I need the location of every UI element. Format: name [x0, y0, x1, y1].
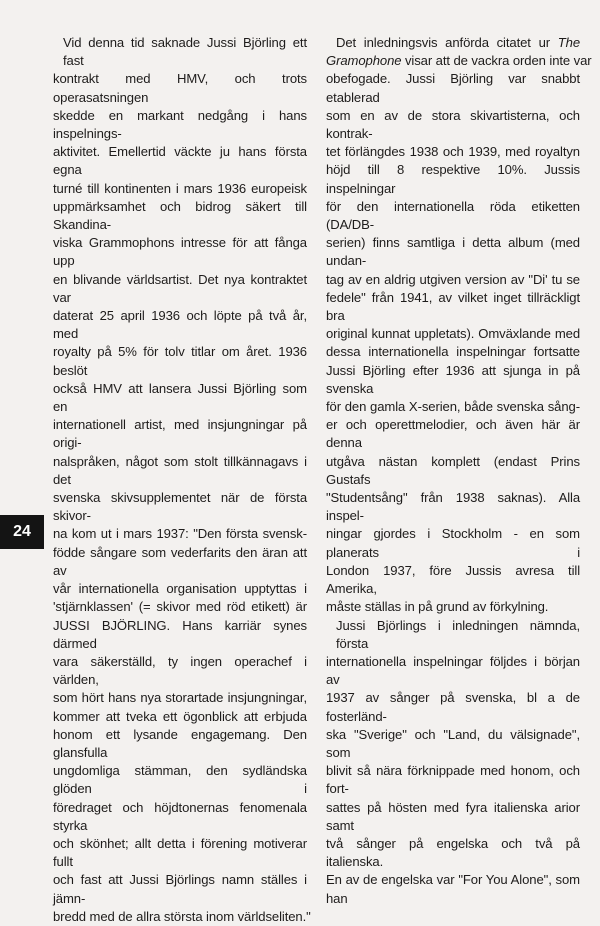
text-line: [326, 234, 580, 270]
line-text: original kunnat uppletats). Omväxlande med: [326, 326, 580, 342]
line-text: London 1937, före Jussis avresa till Amerika,: [326, 562, 580, 597]
text-line: [326, 617, 580, 653]
text-line: [53, 180, 307, 198]
line-text: dessa internationella inspelningar fortsatte: [326, 344, 580, 360]
text-line: [53, 653, 307, 689]
line-text: Jussi Björling efter 1936 att sjunga in på svenska: [326, 362, 580, 396]
italic-title: Gramophone: [326, 53, 402, 69]
line-text: En av de engelska var "For You Alone", som han: [326, 872, 580, 906]
text-line: [53, 617, 307, 653]
line-text: royalty på 5% för tolv titlar om året. 1936 beslöt: [53, 344, 307, 378]
text-line: [326, 198, 580, 234]
text-line: [53, 453, 307, 489]
text-line: [326, 562, 580, 598]
text-line: [326, 107, 580, 143]
text-line: [326, 325, 580, 343]
line-text: turné till kontinenten i mars 1936 europeisk: [53, 180, 307, 196]
text-line: [326, 362, 580, 398]
line-text: Det inledningsvis anförda citatet ur: [336, 35, 558, 50]
line-text: visar att de vackra orden inte var: [401, 53, 592, 69]
italic-title: The: [557, 35, 580, 50]
text-line: [53, 198, 307, 234]
text-line: [326, 871, 580, 907]
text-line: [326, 289, 580, 325]
line-text: två sånger på engelska och två på italienska.: [326, 835, 580, 870]
line-text: ungdomliga stämman, den sydländska glöden i: [53, 763, 307, 797]
line-text: vår internationella organisation upptyttas i: [53, 581, 307, 597]
right-text-column: [326, 34, 592, 908]
line-text: som hört hans nya storartade insjungningar,: [53, 690, 307, 706]
text-line: [326, 70, 580, 106]
line-text: 'stjärnklassen' (= skivor med röd etikett) är: [53, 599, 307, 615]
line-text: och fast att Jussi Björlings namn ställes i jämn-: [53, 872, 307, 906]
line-text: fedele" från 1941, av vilket inget tillräckligt bra: [326, 289, 580, 324]
text-line: [53, 580, 307, 598]
text-line: [53, 908, 311, 926]
text-line: [326, 52, 592, 70]
line-text: måste ställas in på grund av förkylning.: [326, 599, 549, 615]
line-text: födde sångare som vederfarits den äran att av: [53, 544, 307, 578]
text-line: [53, 544, 307, 580]
text-line: [326, 598, 580, 616]
text-line: [53, 689, 307, 707]
text-line: [326, 34, 580, 52]
text-line: [53, 525, 307, 543]
line-text: uppmärksamhet och bidrog säkert till Skandina-: [53, 198, 307, 233]
line-text: serien) finns samtliga i detta album (med undan-: [326, 235, 580, 269]
text-line: [53, 343, 307, 379]
text-line: [53, 34, 307, 70]
text-line: [53, 307, 307, 343]
line-text: nalspråken, något som stolt tillkännagavs i det: [53, 453, 307, 487]
left-text-column: [53, 34, 311, 926]
text-line: [326, 525, 580, 561]
text-line: [326, 453, 580, 489]
text-line: [53, 726, 307, 762]
text-line: [53, 234, 307, 270]
text-line: [53, 598, 307, 616]
text-line: [326, 799, 580, 835]
line-text: som en av de stora skivartisterna, och kontrak-: [326, 107, 580, 142]
line-text: tag av en aldrig utgiven version av "Di' tu se: [326, 271, 580, 287]
line-text: för den internationella röda etiketten (DA/DB-: [326, 198, 580, 233]
text-line: [326, 762, 580, 798]
text-line: [53, 489, 307, 525]
line-text: vara säkerställd, ty ingen operachef i världen,: [53, 653, 307, 688]
text-line: [53, 143, 307, 179]
line-text: höjd till 8 respektive 10%. Jussis inspelningar: [326, 162, 580, 196]
line-text: internationella inspelningar följdes i början av: [326, 653, 580, 688]
line-text: obefogade. Jussi Björling var snabbt etablerad: [326, 71, 580, 105]
text-line: [53, 416, 307, 452]
line-text: Vid denna tid saknade Jussi Björling ett fast: [63, 35, 307, 69]
line-text: också HMV att lansera Jussi Björling som en: [53, 380, 307, 415]
line-text: föredraget och höjdtonernas fenomenala styrka: [53, 799, 307, 833]
line-text: och skönhet; allt detta i förening motiverar fullt: [53, 835, 307, 870]
text-line: [53, 380, 307, 416]
line-text: daterat 25 april 1936 och löpte på två år, med: [53, 308, 307, 342]
line-text: kommer att tveka ett ögonblick att erbjuda: [53, 708, 307, 724]
text-line: [326, 343, 580, 361]
text-line: [53, 271, 307, 307]
page-number-badge: [0, 515, 44, 549]
line-text: JUSSI BJÖRLING. Hans karriär synes därmed: [53, 617, 307, 651]
line-text: blivit så nära förknippade med honom, och fort-: [326, 763, 580, 797]
text-line: [326, 689, 580, 725]
text-line: [326, 271, 580, 289]
text-line: [326, 835, 580, 871]
line-text: tet förlängdes 1938 och 1939, med royaltyn: [326, 144, 580, 160]
text-line: [53, 708, 307, 726]
line-text: aktivitet. Emellertid väckte ju hans första egna: [53, 144, 307, 178]
line-text: 1937 av sånger på svenska, bl a de fosterländ-: [326, 690, 580, 724]
page-number: 24: [13, 523, 31, 540]
text-line: [326, 143, 580, 161]
line-text: skedde en markant nedgång i hans inspelnings-: [53, 107, 307, 142]
line-text: viska Grammophons intresse för att fånga upp: [53, 235, 307, 269]
text-line: [53, 835, 307, 871]
line-text: ska "Sverige" och "Land, du välsignade", som: [326, 726, 580, 760]
line-text: för den gamla X-serien, både svenska sång-: [326, 399, 580, 415]
line-text: svenska skivsupplementet när de första skivor-: [53, 490, 307, 524]
line-text: Jussi Björlings i inledningen nämnda, första: [336, 617, 580, 651]
line-text: sattes på hösten med fyra italienska arior samt: [326, 799, 580, 833]
text-line: [53, 871, 307, 907]
text-line: [53, 799, 307, 835]
line-text: "Studentsång" från 1938 saknas). Alla inspel-: [326, 490, 580, 524]
line-text: utgåva nästan komplett (endast Prins Gustafs: [326, 453, 580, 487]
text-line: [326, 161, 580, 197]
line-text: ningar gjordes i Stockholm - en som planerats i: [326, 526, 580, 560]
line-text: internationell artist, med insjungningar på origi-: [53, 417, 307, 451]
text-line: [53, 107, 307, 143]
text-line: [326, 416, 580, 452]
text-line: [326, 726, 580, 762]
line-text: en blivande världsartist. Det nya kontraktet var: [53, 271, 307, 305]
line-text: kontrakt med HMV, och trots operasatsningen: [53, 71, 307, 105]
text-line: [326, 489, 580, 525]
text-line: [53, 762, 307, 798]
line-text: er och operettmelodier, och även här är denna: [326, 417, 580, 451]
line-text: bredd med de allra största inom världseliten.": [53, 908, 311, 924]
text-line: [53, 70, 307, 106]
line-text: honom ett lysande engagemang. Den glansfulla: [53, 726, 307, 760]
line-text: na kom ut i mars 1937: "Den första svensk-: [53, 526, 307, 542]
text-line: [326, 398, 580, 416]
text-line: [326, 653, 580, 689]
